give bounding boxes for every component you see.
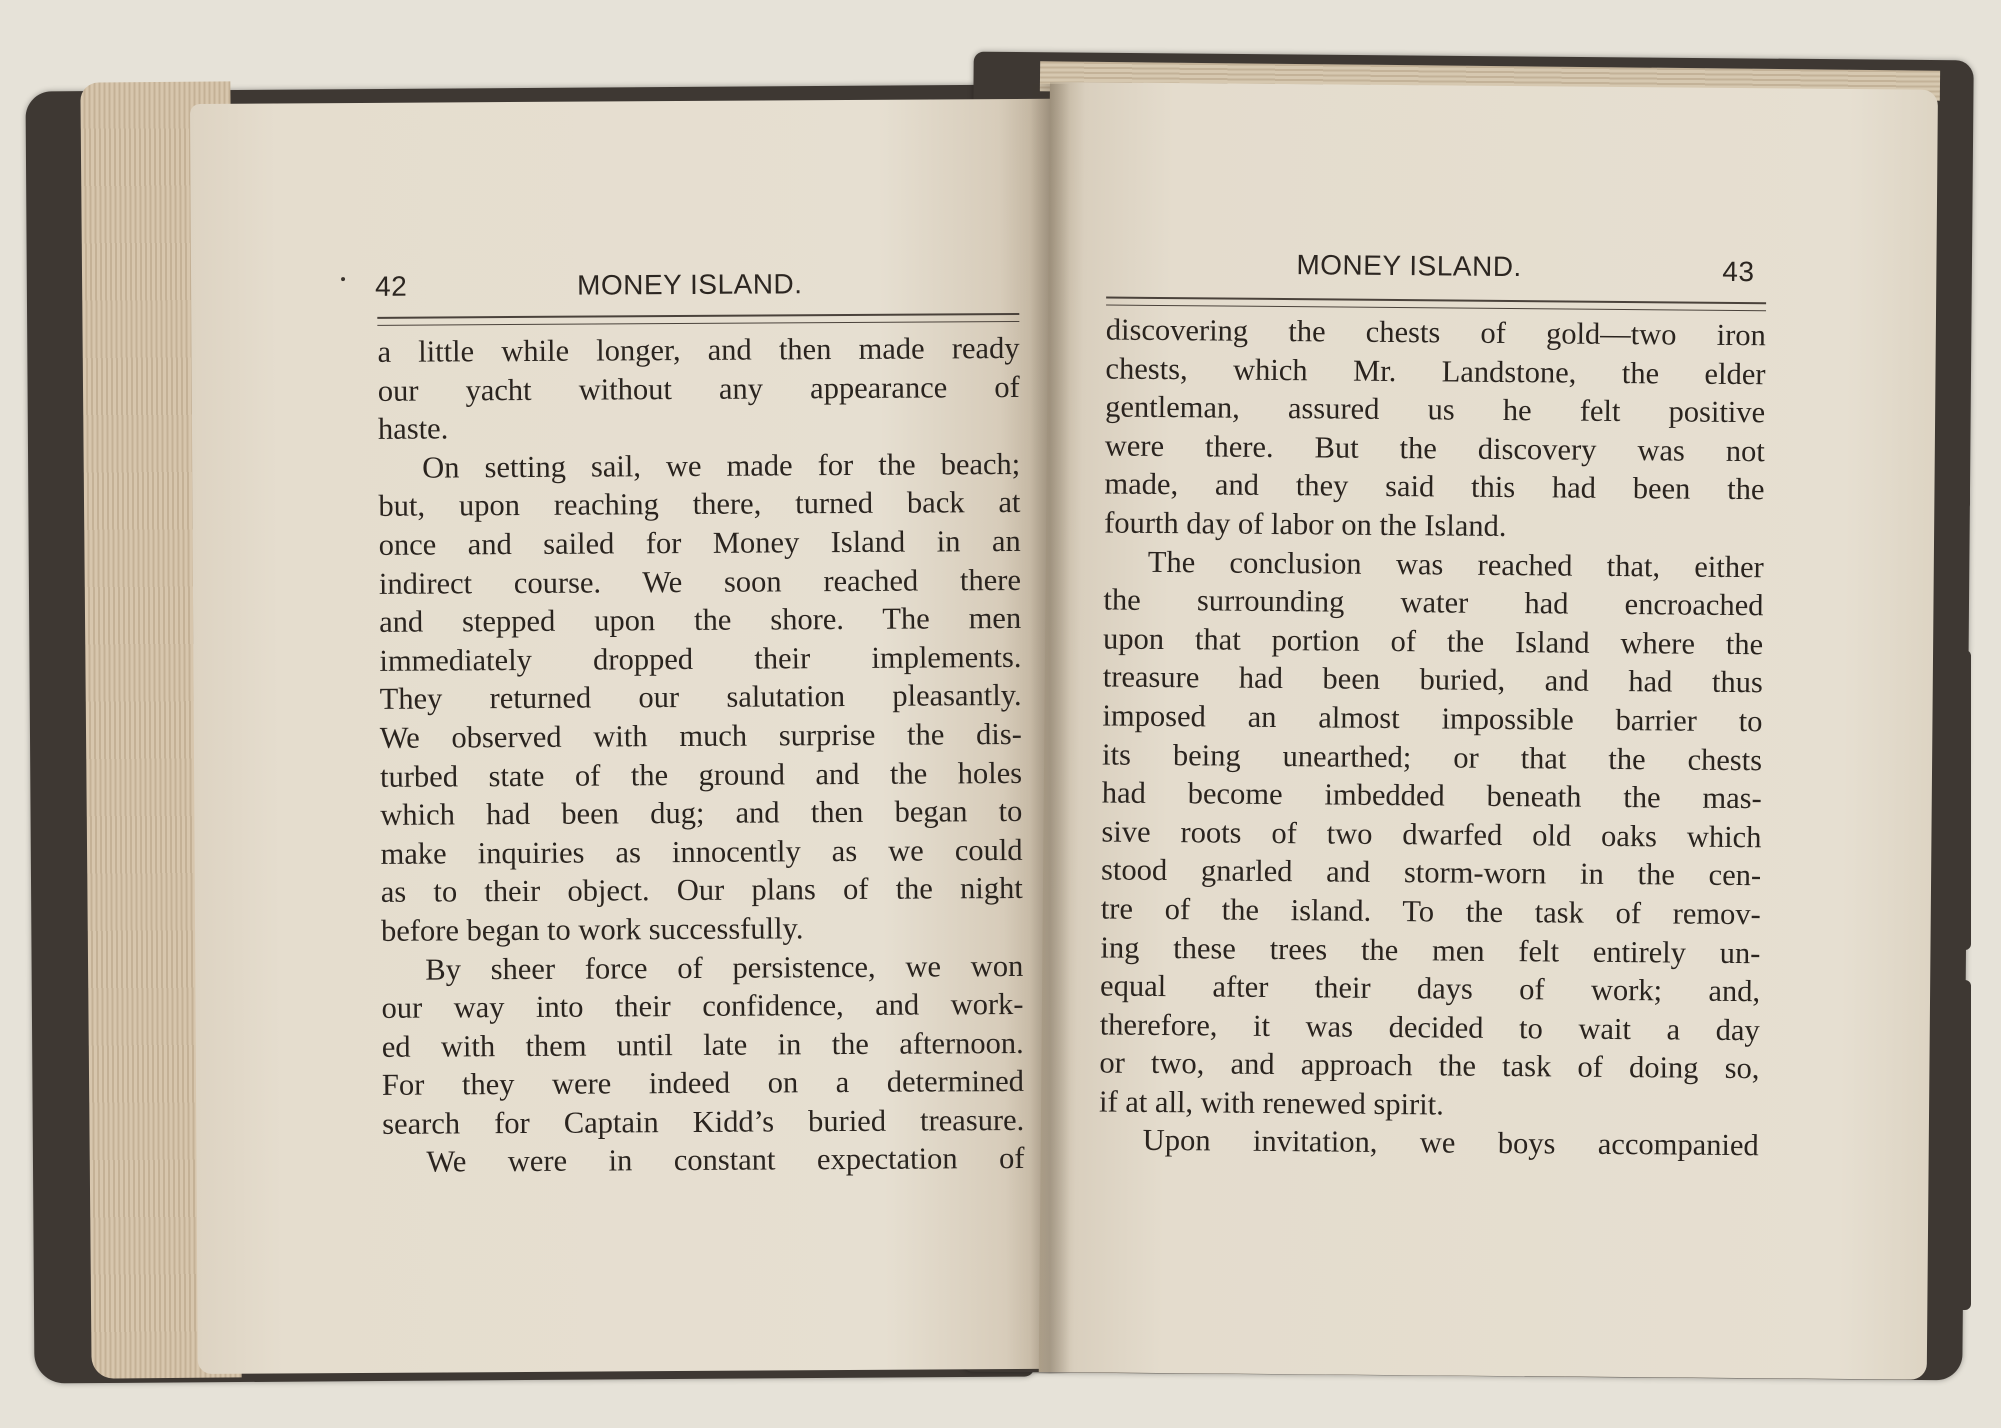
text-line: They returned our salutation pleasantly. bbox=[379, 678, 1022, 717]
text-line: its being unearthed; or that the chests bbox=[1101, 737, 1763, 777]
print-mark bbox=[341, 277, 345, 281]
text-line: a little while longer, and then made ready bbox=[377, 330, 1020, 369]
text-line: had become imbedded beneath the mas- bbox=[1101, 775, 1762, 816]
text-line: as to their object. Our plans of the night bbox=[380, 871, 1023, 910]
text-line: ed with them until late in the afternoon. bbox=[381, 1025, 1024, 1064]
text-line: sive roots of two dwarfed old oaks which bbox=[1101, 814, 1762, 854]
text-line: but, upon reaching there, turned back at bbox=[378, 485, 1021, 524]
text-line: ing these trees the men felt entirely un- bbox=[1100, 929, 1761, 970]
text-line: chests, which Mr. Landstone, the elder bbox=[1105, 351, 1766, 391]
text-line: We were in constant expectation of bbox=[426, 1141, 1025, 1180]
text-line: immediately dropped their implements. bbox=[379, 639, 1022, 678]
cover-edge-chip bbox=[1940, 250, 1970, 510]
spine-gutter bbox=[1030, 84, 1070, 1374]
page-text-block bbox=[1099, 310, 1766, 1165]
text-line: haste. bbox=[377, 411, 449, 447]
text-line: if at all, with renewed spirit. bbox=[1098, 1084, 1444, 1122]
text-line: once and sailed for Money Island in an bbox=[378, 523, 1021, 562]
text-line: upon that portion of the Island where the bbox=[1102, 621, 1764, 661]
page-number: 42 bbox=[375, 270, 408, 302]
text-line: before began to work successfully. bbox=[380, 911, 804, 948]
text-line: On setting sail, we made for the beach; bbox=[422, 446, 1021, 485]
text-line: made, and they said this had been the bbox=[1104, 466, 1765, 507]
text-line: which had been dug; and then began to bbox=[380, 794, 1023, 832]
text-line: equal after their days of work; and, bbox=[1099, 968, 1761, 1009]
header-rule bbox=[377, 313, 1019, 326]
header-rule bbox=[1106, 296, 1766, 311]
text-line: make inquiries as innocently as we could bbox=[380, 832, 1023, 871]
text-line: gentleman, assured us he felt positive bbox=[1105, 389, 1766, 430]
text-line: treasure had been buried, and had thus bbox=[1102, 659, 1763, 700]
text-line: stood gnarled and storm-worn in the cen- bbox=[1100, 852, 1762, 893]
text-line: search for Captain Kidd’s buried treasure. bbox=[382, 1102, 1025, 1141]
text-line: By sheer force of persistence, we won bbox=[425, 948, 1024, 987]
text-line: our yacht without any appearance of bbox=[377, 369, 1020, 408]
running-head: MONEY ISLAND. bbox=[577, 268, 803, 301]
right-page bbox=[1039, 82, 1938, 1380]
text-line: tre of the island. To the task of remov- bbox=[1100, 891, 1761, 932]
text-line: discovering the chests of gold—two iron bbox=[1105, 312, 1766, 353]
text-line: and stepped upon the shore. The men bbox=[379, 601, 1022, 640]
text-line: Upon invitation, we boys accompanied bbox=[1142, 1123, 1759, 1163]
text-line: the surrounding water had encroached bbox=[1103, 582, 1764, 623]
left-page bbox=[190, 99, 1058, 1374]
text-line: For they were indeed on a determined bbox=[381, 1064, 1025, 1103]
text-line: our way into their confidence, and work- bbox=[381, 987, 1024, 1025]
cover-edge-chip bbox=[1945, 980, 1971, 1310]
text-line: were there. But the discovery was not bbox=[1104, 428, 1765, 469]
text-line: The conclusion was reached that, either bbox=[1147, 544, 1764, 584]
page-text-block bbox=[377, 329, 1024, 1182]
text-line: fourth day of labor on the Island. bbox=[1104, 505, 1507, 543]
text-line: or two, and approach the task of doing so, bbox=[1099, 1045, 1760, 1086]
cover-edge-chip bbox=[1945, 650, 1971, 950]
text-line: indirect course. We soon reached there bbox=[378, 562, 1022, 601]
text-line: We observed with much surprise the dis- bbox=[379, 716, 1022, 755]
text-line: imposed an almost impossible barrier to bbox=[1102, 698, 1763, 739]
text-line: therefore, it was decided to wait a day bbox=[1099, 1007, 1760, 1047]
text-line: turbed state of the ground and the holes bbox=[380, 755, 1023, 794]
running-head: MONEY ISLAND. bbox=[1296, 249, 1522, 283]
page-number: 43 bbox=[1722, 255, 1755, 288]
